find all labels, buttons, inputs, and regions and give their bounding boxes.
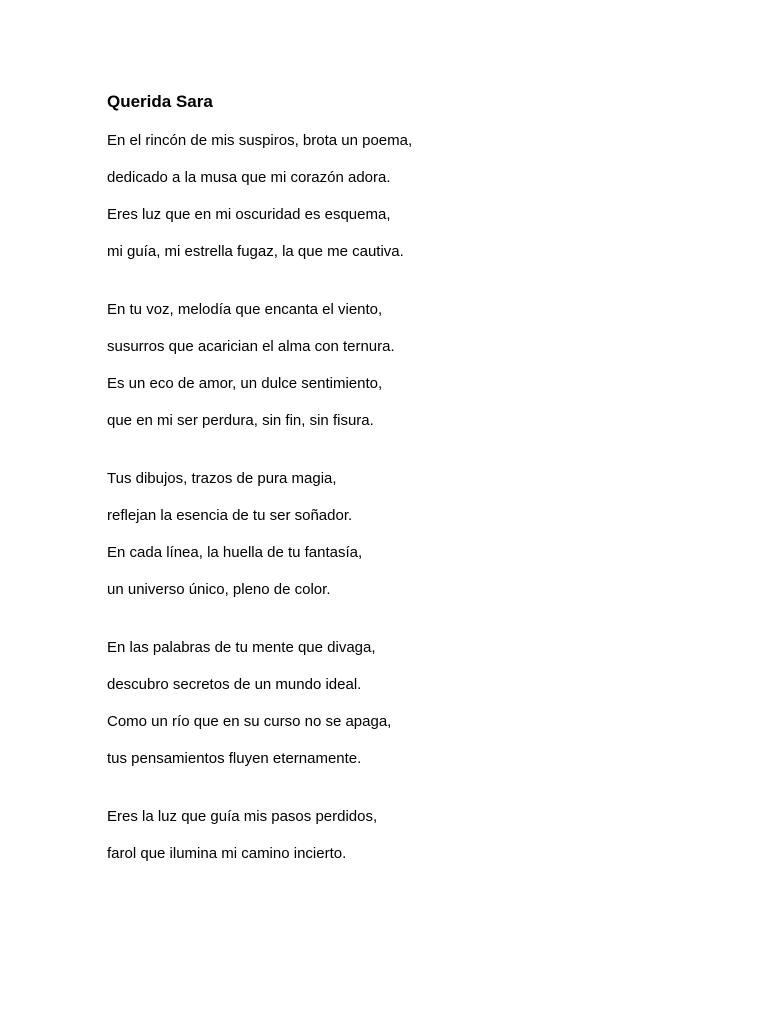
poem-line: Eres la luz que guía mis pasos perdidos, (107, 808, 378, 825)
poem-line: Eres luz que en mi oscuridad es esquema, (107, 206, 391, 223)
poem-line: susurros que acarician el alma con ternura. (107, 338, 395, 355)
poem-line: mi guía, mi estrella fugaz, la que me cautiva. (107, 243, 404, 260)
poem-line: un universo único, pleno de color. (107, 581, 331, 598)
poem-line: tus pensamientos fluyen eternamente. (107, 750, 362, 767)
stanza-2 (107, 300, 707, 431)
stanza-3 (107, 469, 707, 600)
poem-body (107, 131, 707, 902)
poem-line: Es un eco de amor, un dulce sentimiento, (107, 375, 383, 392)
poem-line: dedicado a la musa que mi corazón adora. (107, 169, 391, 186)
poem-line: farol que ilumina mi camino incierto. (107, 845, 347, 862)
stanza-4 (107, 638, 707, 769)
stanza-1 (107, 131, 707, 262)
stanza-5 (107, 807, 707, 864)
poem-line: que en mi ser perdura, sin fin, sin fisura. (107, 412, 374, 429)
poem-line: descubro secretos de un mundo ideal. (107, 676, 362, 693)
poem-line: reflejan la esencia de tu ser soñador. (107, 507, 353, 524)
poem-line: Como un río que en su curso no se apaga, (107, 713, 392, 730)
document-title: Querida Sara (107, 92, 213, 111)
poem-line: En tu voz, melodía que encanta el viento, (107, 301, 383, 318)
poem-line: En las palabras de tu mente que divaga, (107, 639, 376, 656)
poem-line: En el rincón de mis suspiros, brota un poema, (107, 132, 413, 149)
poem-line: En cada línea, la huella de tu fantasía, (107, 544, 363, 561)
poem-line: Tus dibujos, trazos de pura magia, (107, 470, 337, 487)
